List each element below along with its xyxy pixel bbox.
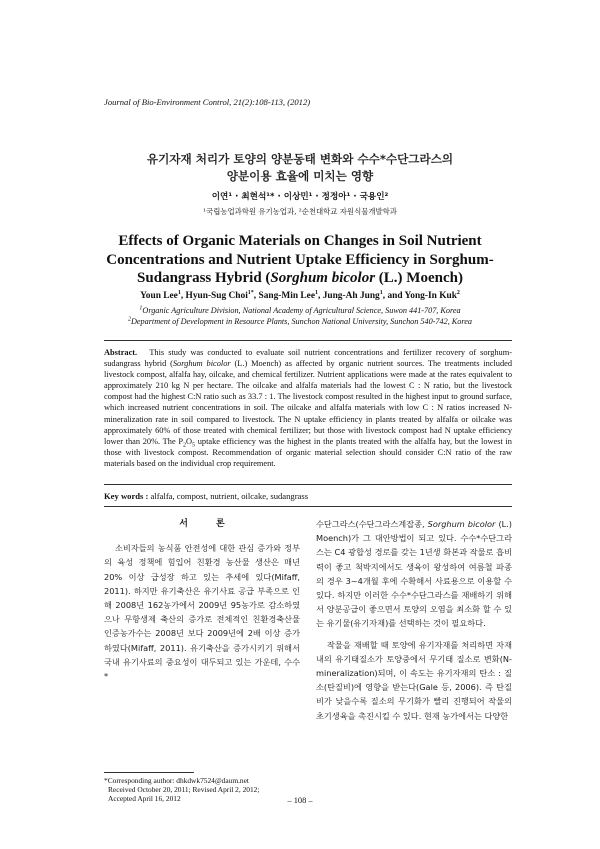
para-text: (L.) Moench)가 그 대안방법이 되고 있다. 수수*수단그라스는 C4 광합성 경로를 갖는 1년생 화본과 작물로 흡비력이 좋고 척박지에서도 생육이 왕성하여 여름철 파종의 경우 3~4개월 후에 수확해서 사료용으로 이용할 수 있다. 하지만 이러한 수수*수단그라스를 재배하기 위해서 양분공급이 좋으면서 토양의 오염을 최소화 할 수 있는 유기물(유기자재)를 선택하는 것이 필요하다. xyxy=(316,519,512,629)
p2o5-sub: 5 xyxy=(192,442,196,449)
abstract-top-rule xyxy=(104,340,512,341)
p2o5-o: O xyxy=(186,436,193,446)
korean-title-line1: 유기자재 처리가 토양의 양분동태 변화와 수수*수단그라스의 xyxy=(146,152,454,166)
corresponding-author: *Corresponding author: dhkdwk7524@daum.net xyxy=(104,776,249,785)
affil-sup: 2 xyxy=(128,316,132,323)
para-text: 수단그라스(수단그라스계잡종, xyxy=(316,519,428,529)
author-name: Jung-Ah Jung xyxy=(322,291,380,301)
abstract-text: uptake efficiency was the highest in the plants treated with the alfalfa hay, but the lowest in those with livestock compost. Recommendation of organic material selection should consider C:N ratio of the raw materials based on the individual crop requirement. xyxy=(104,436,512,468)
korean-title-line2: 양분이용 효율에 미치는 영향 xyxy=(226,169,374,183)
author-sup: 1 xyxy=(177,289,181,296)
paragraph: 소비자들의 농식품 안전성에 대한 관심 증가와 정부의 육성 정책에 힘입어 친환경 농산물 생산은 매년 20% 이상 급성장 하고 있는 추세에 있다(Mifaff, 2011). 하지만 유기축산은 유기사료 공급 부족으로 인해 2008년 162농가에서 2009년 95농가로 감소하였으나 무항생제 축산의 증가로 전체적인 친환경축산물 인증농가수는 2008년 보다 2009년에 2배 이상 증가하였다(Mifaff, 2011). 유기축산을 증가시키기 위해서 국내 유기사료의 중요성이 대두되고 있는 가운데, 수수* xyxy=(104,543,300,682)
author-name: Youn Lee xyxy=(140,291,178,301)
abstract-species: Sorghum bicolor xyxy=(172,359,231,369)
body-right-column xyxy=(316,517,512,723)
page-number: – 108 – xyxy=(287,796,313,805)
korean-affiliation: ¹국립농업과학원 유기농업과, ²순천대학교 자원식물개발학과 xyxy=(203,207,397,216)
english-title-line2: Concentrations and Nutrient Uptake Efficiency in Sorghum- xyxy=(106,251,494,268)
author-sup: 1* xyxy=(247,289,254,296)
keywords xyxy=(104,491,308,501)
keywords-label: Key words : xyxy=(104,491,149,501)
author-sup: 1 xyxy=(315,289,318,296)
keywords-text: alfalfa, compost, nutrient, oilcake, sudangrass xyxy=(148,491,309,501)
affil-text: Organic Agriculture Division, National Academy of Agricultural Science, Suwon 441-707, Korea xyxy=(142,306,461,315)
abstract-label: Abstract. xyxy=(104,348,138,357)
affil-text: Department of Development in Resource Plants, Sunchon National University, Sunchon 540-742, Korea xyxy=(131,317,472,326)
english-authors: Youn Lee$^1$, Hyun-Sug Choi$^{1*}$, Sang-Min Lee$^1$, Jung-Ah Jung$^1$, and Yong-In Kuk$^2$ xyxy=(140,289,460,301)
english-affiliation-2 xyxy=(60,316,540,327)
author-sup: 1 xyxy=(379,289,383,296)
abstract-bottom-rule xyxy=(104,484,512,485)
section-heading: 서론 xyxy=(179,519,253,529)
korean-authors: 이연¹ · 최현석¹* · 이상민¹ · 정정아¹ · 국용인² xyxy=(211,192,389,202)
author-name: and Yong-In Kuk xyxy=(387,291,457,301)
journal-citation: Journal of Bio-Environment Control, 21(2):108-113, (2012) xyxy=(104,97,311,107)
english-title-line3 xyxy=(60,269,540,288)
korean-title xyxy=(60,151,540,185)
paragraph xyxy=(316,517,512,631)
body-left-column xyxy=(104,517,300,683)
author-name: Sang-Min Lee xyxy=(258,291,315,301)
abstract xyxy=(104,347,512,469)
author-name: Hyun-Sug Choi xyxy=(185,291,248,301)
title-species: Sorghum bicolor xyxy=(270,270,376,286)
english-title xyxy=(60,232,540,288)
abstract-text: (L.) Moench) as affected by organic nutrient sources. The treatments included livestock compost, alfalfa hay, oilcake, and chemical fertilizer. Nutrient applications were made at the rates equivalent to approximately 210 kg N per hectare. The oilcake and alfalfa materials had the lowest C : N ratio, but the livestock compost had the highest C:N ratio such as 33.7 : 1. The livestock compost resulted in the highest input to ground surface, which increased nutrient concentrations in soil. The oilcake and alfalfa materials with low C : N ratios increased N-mineralization rate in soil compared to livestock. The N uptake efficiency in plants treated by alfalfa or oilcake was approximately 60% of those treated with chemical fertilizer; but those with livestock compost had N uptake efficiency lower than 20%. The P xyxy=(104,359,513,446)
affil-sup: 1 xyxy=(139,305,143,312)
keywords-rule xyxy=(104,506,512,507)
footnote-rule xyxy=(104,772,194,773)
english-affiliation-1 xyxy=(60,305,540,316)
author-sup: 2 xyxy=(456,289,460,296)
accepted-date: Accepted April 16, 2012 xyxy=(108,794,181,804)
title-post: (L.) Moench) xyxy=(375,270,463,286)
title-pre: Sudangrass Hybrid ( xyxy=(137,270,271,286)
para-species: Sorghum bicolor xyxy=(427,519,496,529)
received-dates: Received October 20, 2011; Revised April 2, 2012; xyxy=(108,785,260,795)
paragraph: 작물을 재배할 때 토양에 유기자재를 처리하면 자재 내의 유기태질소가 토양중에서 무기태 질소로 변화(N-mineralization)되며, 이 속도는 유기자재의 탄소 : 질소(탄질비)에 영향을 받는다(Gale 등, 2006). 즉 탄질비가 낮을수록 질소의 무기화가 빨리 진행되어 작물의 초기생육을 촉진시킬 수 있다. 현재 농가에서는 다양한 xyxy=(316,639,512,721)
p2o5-sub: 2 xyxy=(183,442,186,449)
abstract-text: This study was conducted to evaluate soil nutrient concentrations and fertilizer recovery of sorghum-sudangrass hybrid ( xyxy=(104,348,512,369)
english-title-line1: Effects of Organic Materials on Changes in Soil Nutrient xyxy=(118,233,482,249)
